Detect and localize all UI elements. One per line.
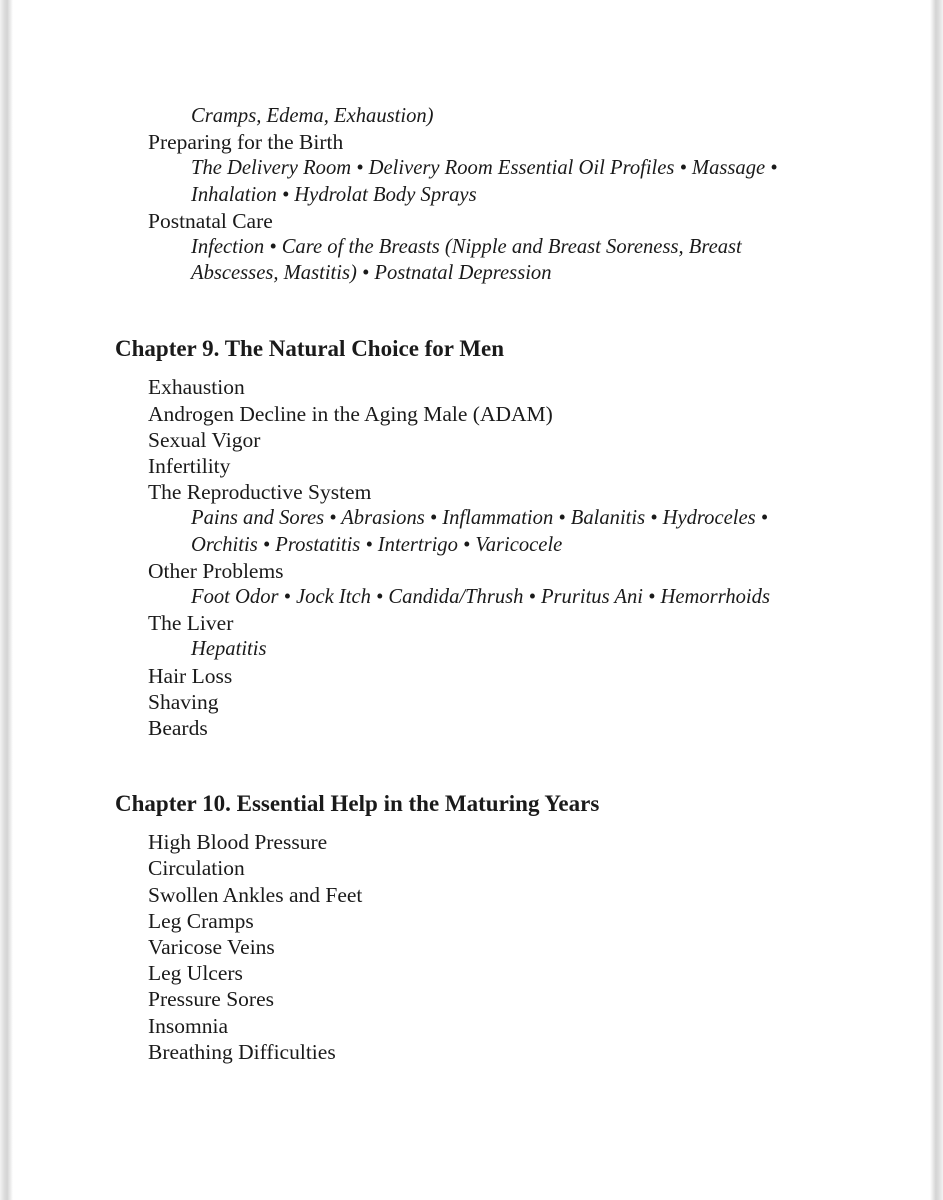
toc-entry: Hair Loss <box>148 663 233 688</box>
toc-entry: Preparing for the Birth <box>148 130 344 155</box>
toc-entry: Insomnia <box>148 1013 229 1038</box>
toc-entry: Infertility <box>148 454 231 479</box>
page-shadow-left <box>0 0 13 1200</box>
toc-entry: The Liver <box>148 611 234 636</box>
toc-entry: Shaving <box>148 689 219 714</box>
toc-entry: Androgen Decline in the Aging Male (ADAM) <box>148 401 553 426</box>
toc-entry: Exhaustion <box>148 375 245 400</box>
page-shadow-right <box>930 0 943 1200</box>
toc-subentry: Pains and Sores • Abrasions • Inflammation • Balanitis • Hydroceles • Orchitis • Prostatitis • Intertrigo • Varicocele <box>191 507 768 556</box>
chapter-heading: Chapter 9. The Natural Choice for Men <box>115 336 505 362</box>
toc-subentry: Hepatitis <box>191 638 267 661</box>
toc-entry: Leg Cramps <box>148 908 254 933</box>
toc-entry: Postnatal Care <box>148 208 273 233</box>
toc-entry: Varicose Veins <box>148 935 275 960</box>
toc-subentry: Infection • Care of the Breasts (Nipple and Breast Soreness, Breast Abscesses, Mastitis) • Postnatal Depression <box>191 236 742 285</box>
toc-entry: The Reproductive System <box>148 480 372 505</box>
toc-entry: Other Problems <box>148 558 284 583</box>
toc-entry: Breathing Difficulties <box>148 1039 336 1064</box>
toc-subentry: The Delivery Room • Delivery Room Essential Oil Profiles • Massage • Inhalation • Hydrolat Body Sprays <box>191 157 778 206</box>
toc-entry: Leg Ulcers <box>148 961 243 986</box>
table-of-contents <box>13 103 930 1065</box>
toc-subentry: Cramps, Edema, Exhaustion) <box>191 105 434 127</box>
toc-entry: Beards <box>148 716 208 741</box>
toc-subentry: Foot Odor • Jock Itch • Candida/Thrush • Pruritus Ani • Hemorrhoids <box>191 586 770 609</box>
chapter-heading: Chapter 10. Essential Help in the Maturing Years <box>115 791 600 817</box>
document-page <box>13 0 930 1200</box>
toc-entry: Pressure Sores <box>148 987 274 1012</box>
toc-entry: Circulation <box>148 856 245 881</box>
toc-entry: High Blood Pressure <box>148 830 328 855</box>
toc-entry: Swollen Ankles and Feet <box>148 882 363 907</box>
toc-entry: Sexual Vigor <box>148 427 261 452</box>
